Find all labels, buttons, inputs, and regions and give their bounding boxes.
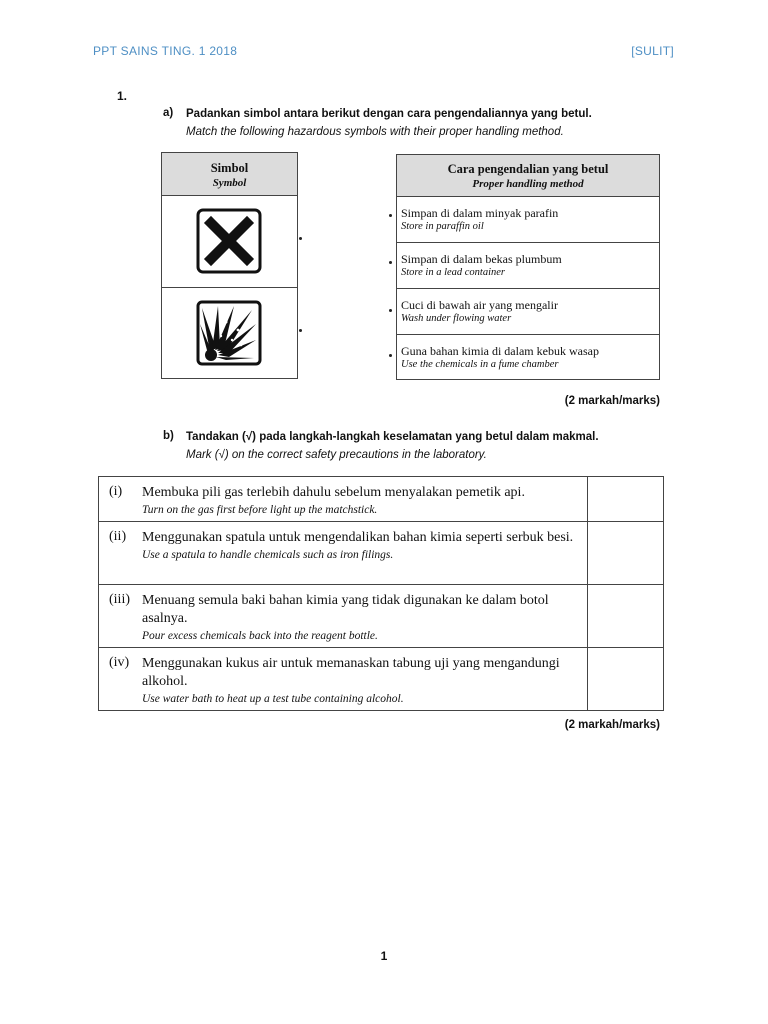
safety-1-number: (i) — [109, 484, 123, 499]
symbol-2-dot[interactable] — [299, 329, 302, 332]
method-table-header — [397, 155, 659, 197]
safety-row-4 — [99, 648, 663, 710]
method-4-ms: Guna bahan kimia di dalam kebuk wasap — [401, 344, 599, 358]
safety-1-en: Turn on the gas first before light up the matchstick. — [142, 504, 378, 516]
harmful-irritant-x-icon — [196, 208, 262, 274]
method-row-2 — [397, 243, 659, 289]
part-a-instruction — [186, 105, 592, 141]
question-number: 1. — [117, 89, 128, 103]
method-2-en: Store in a lead container — [401, 267, 506, 278]
method-1-dot[interactable] — [389, 214, 392, 217]
safety-3-en: Pour excess chemicals back into the reagent bottle. — [142, 630, 378, 642]
safety-3-ms: Menuang semula baki bahan kimia yang tidak digunakan ke dalam botol asalnya. — [142, 593, 549, 626]
safety-2-tick-box[interactable] — [587, 522, 664, 584]
symbol-table-header — [162, 153, 297, 196]
safety-1-tick-box[interactable] — [587, 477, 664, 521]
part-a-instruction-ms: Padankan simbol antara berikut dengan cara pengendaliannya yang betul. — [186, 108, 592, 120]
safety-3-tick-box[interactable] — [587, 585, 664, 647]
part-b-label: b) — [163, 430, 174, 442]
safety-row-1 — [99, 477, 663, 522]
symbol-table — [161, 152, 298, 379]
method-2-dot[interactable] — [389, 261, 392, 264]
page-number: 1 — [380, 949, 388, 963]
method-1-en: Store in paraffin oil — [401, 221, 484, 232]
method-4-en: Use the chemicals in a fume chamber — [401, 359, 559, 370]
method-3-en: Wash under flowing water — [401, 313, 512, 324]
safety-2-number: (ii) — [109, 529, 127, 544]
part-a-label: a) — [163, 107, 174, 119]
method-1-ms: Simpan di dalam minyak parafin — [401, 206, 559, 220]
part-a-marks: (2 markah/marks) — [564, 395, 660, 407]
explosive-icon — [196, 300, 262, 366]
safety-3-number: (iii) — [109, 592, 130, 607]
safety-4-number: (iv) — [109, 655, 130, 670]
symbol-cell-2 — [162, 288, 297, 379]
method-3-ms: Cuci di bawah air yang mengalir — [401, 298, 558, 312]
safety-row-2 — [99, 522, 663, 585]
safety-1-text — [142, 484, 582, 518]
safety-2-ms: Menggunakan spatula untuk mengendalikan bahan kimia seperti serbuk besi. — [142, 530, 574, 545]
safety-4-ms: Menggunakan kukus air untuk memanaskan tabung uji yang mengandungi alkohol. — [142, 656, 560, 689]
safety-4-tick-box[interactable] — [587, 648, 664, 710]
safety-2-en: Use a spatula to handle chemicals such as iron filings. — [142, 549, 394, 561]
safety-table — [98, 476, 664, 711]
safety-2-text — [142, 529, 582, 563]
part-b-instruction-en: Mark (√) on the correct safety precautions in the laboratory. — [186, 449, 487, 461]
part-a-instruction-en: Match the following hazardous symbols with their proper handling method. — [186, 126, 564, 138]
symbol-header-ms: Simbol — [210, 161, 249, 175]
symbol-cell-1 — [162, 196, 297, 288]
safety-1-ms: Membuka pili gas terlebih dahulu sebelum menyalakan pemetik api. — [142, 485, 525, 500]
method-row-4 — [397, 335, 659, 381]
method-4-dot[interactable] — [389, 354, 392, 357]
symbol-1-dot[interactable] — [299, 237, 302, 240]
method-header-en: Proper handling method — [472, 178, 584, 190]
safety-3-text — [142, 592, 582, 644]
safety-4-en: Use water bath to heat up a test tube containing alcohol. — [142, 693, 404, 705]
method-3-dot[interactable] — [389, 309, 392, 312]
part-b-marks: (2 markah/marks) — [564, 719, 660, 731]
header-right: [SULIT] — [631, 44, 674, 58]
safety-4-text — [142, 655, 582, 707]
part-b-instruction-ms: Tandakan (√) pada langkah-langkah keselamatan yang betul dalam makmal. — [186, 431, 599, 443]
method-header-ms: Cara pengendalian yang betul — [447, 162, 609, 176]
method-row-3 — [397, 289, 659, 335]
method-2-ms: Simpan di dalam bekas plumbum — [401, 252, 562, 266]
method-table — [396, 154, 660, 380]
part-b-instruction — [186, 428, 599, 464]
method-row-1 — [397, 197, 659, 243]
safety-row-3 — [99, 585, 663, 648]
symbol-header-en: Symbol — [212, 177, 247, 189]
header-left: PPT SAINS TING. 1 2018 — [93, 44, 238, 58]
